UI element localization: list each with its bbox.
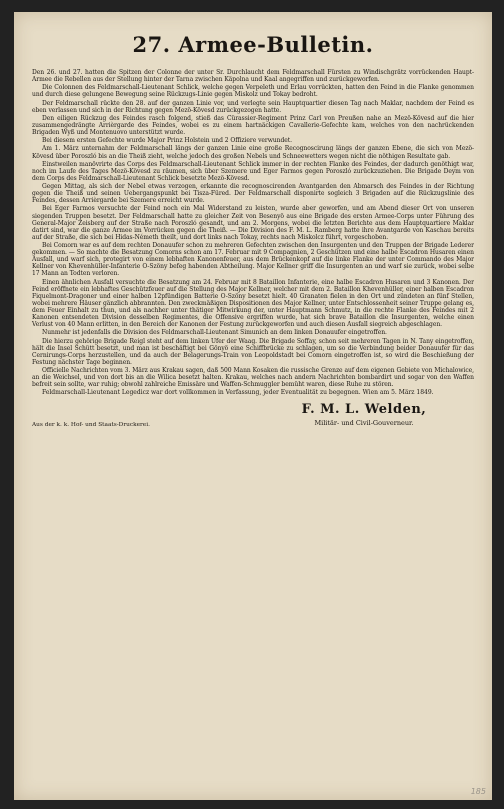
signature-block: [254, 402, 474, 427]
closing-paragraph: Feldmarschall-Lieutenant Legedicz war dort vollkommen in Verfassung, jeder Eventualität zu begegnen. Wien am 5. März 1849.: [42, 389, 434, 397]
bulletin-paragraph: Einstweilen manövrirte das Corps des Feldmarschall-Lieutenant Schlick immer in der rechten Flanke des Feindes, der dadurch genöthigt war, noch im Laufe des Tages Mezö-Kövesd zu räumen, sich über Szemere und Eger Farmos gegen Poroszló zurückzuziehen. Die Brigade Deym von dem Corps des Feldmarschall-Lieutenant Schlick besetzte Mezö-Kövesd.: [32, 160, 474, 182]
bulletin-paragraph: Den 26. und 27. hatten die Spitzen der Colonne der unter Sr. Durchlaucht dem Feldmarschall Fürsten zu Windischgrätz vorrückenden Haupt-Armee die Rebellen aus der Stellung hinter der Tarna zwischen Käpolna und Kaal angegriffen und zurückgeworfen.: [32, 69, 474, 84]
bulletin-paragraph: Die Colonnen des Feldmarschall-Lieutenant Schlick, welche gegen Verpeleth und Erlau vorrückten, hatten den Feind in die Flanke genommen und durch diese gelungene Bewegung seine Rückzugs-Linie gegen Miskolz und Tokay bedroht.: [32, 84, 474, 99]
bulletin-paragraph: Die hierzu gehörige Brigade Reigl steht auf dem linken Ufer der Waag. Die Brigade Soffay, schon seit mehreren Tagen in N. Tany eingetroffen, hält die Insel Schütt besetzt, und man ist beschäftigt bei Gönyö eine Schiffbrücke zu schlagen, um so die Verbindung beider Donauufer für das Cernirungs-Corps herzustellen, und da auch der Belagerungs-Train von Leopoldstadt bei Comorn eingetroffen ist, so wird die Beschießung der Festung nächster Tage beginnen.: [32, 337, 474, 366]
paragraph-list: [32, 69, 474, 388]
bulletin-paragraph: Bei Comorn war es auf dem rechten Donauufer schon zu mehreren Gefechten zwischen den Insurgenten und den Truppen der Brigade Lederer gekommen. — So machte die Besatzung Comorns schon am 17. Februar mit 9 Compagnien, 2 Geschützen und eine halbe Escadron Husaren einen Ausfall, und warf sich, protegirt von einem lebhaften Kanonenfeuer, aus dem Brückenkopf auf die linke Flanke der unter Commando des Major Kellner von Khevenhüller-Infanterie O-Szöny befeg habenden Abtheilung. Major Kellner griff die Insurgenten an und warf sie zurück, wobei selbe 17 Mann an Todten verloren.: [32, 242, 474, 278]
bulletin-paragraph: Am 1. März unternahm der Feldmarschall längs der ganzen Linie eine große Recognoscirung längs der ganzen Ebene, die sich von Mezö-Kövesd über Poroszló bis an die Theiß zieht, welche jedoch des großen Nebels und Schneewetters wegen nicht die nöthigen Resultate gab.: [32, 145, 474, 160]
bulletin-paragraph: Einen ähnlichen Ausfall versuchte die Besatzung am 24. Februar mit 8 Bataillon Infanterie, eine halbe Escadron Husaren und 3 Kanonen. Der Feind eröffnete ein lebhaftes Geschützfeuer auf die Stellung des Major Kellner, welcher mit dem 2. Bataillon Khevenhüller, einer halben Escadron Fiquelmont-Dragoner und einer halben 12pfündigen Batterie O-Szöny besetzt hielt. 40 Granaten fielen in den Ort und zündeten an fünf Stellen, wobei mehrere Häuser gänzlich abbrannten. Den zweckmäßigen Dispositionen des Major Kellner, unter Entschlossenheit seiner Truppe gelang es, dem Feuer Einhalt zu thun, und als nachher unter thätiger Mitwirkung der, unter Hauptmann Schmutz, in die rechte Flanke des Feindes mit 2 Kanonen entsendeten Division desselben Regimentes, die Offensive ergriffen wurde, hat sich brave Bataillon die Insurgenten, welche einen Verlust von 40 Mann erlitten, in den Bereich der Kanonen der Festung zurückgeworfen und auch diesen Ausfall siegreich abgeschlagen.: [32, 278, 474, 329]
bulletin-title: 27. Armee-Bulletin.: [132, 32, 374, 57]
signature-name: F. M. L. Welden,: [301, 402, 427, 418]
bulletin-body: [32, 30, 474, 436]
printer-imprint: Aus der k. k. Hof- und Staats-Druckerei.: [32, 422, 150, 429]
bulletin-paragraph: Bei diesem ersten Gefechte wurde Major Prinz Holstein und 2 Offiziere verwundet.: [42, 137, 292, 145]
signature-title: Militär- und Civil-Gouverneur.: [314, 419, 414, 428]
bulletin-sheet: [14, 12, 492, 800]
bulletin-paragraph: Der Feldmarschall rückte den 28. auf der ganzen Linie vor, und verlegte sein Hauptquartier diesen Tag nach Maklar, nachdem der Feind es eben verlassen und sich in der Richtung gegen Mezö-Kövesd zurückgezogen hatte.: [32, 99, 474, 114]
bulletin-paragraph: Gegen Mittag, als sich der Nebel etwas verzogen, erkannte die recognoscirenden Avantgarden den Abmarsch des Feindes in der Richtung gegen die Theiß und seinen Uebergangspunkt bei Tisza-Füred. Der Feldmarschall disponirte sogleich 3 Brigaden auf die Rückzugslinie des Feindes, dessen Arrièrgarde bei Szemere erreicht wurde.: [32, 183, 474, 205]
bulletin-paragraph: Officielle Nachrichten vom 3. März aus Krakau sagen, daß 500 Mann Kosaken die russische Grenze auf dem eigenen Gebiete von Michalowice, an die Weichsel, und von dort bis an die Wilica besetzt halten. Krakau, welches nach andern Nachrichten bombardirt und sogar von den Waffen befreit sein sollte, war ruhig; obwohl zahlreiche Emissäre und Waffen-Schmuggler bemüht waren, diese Ruhe zu stören.: [32, 366, 474, 389]
bulletin-paragraph: Nunmehr ist jedenfalls die Division des Feldmarschall-Lieutenant Simunich an dem linken Donauufer eingetroffen.: [42, 329, 387, 337]
bulletin-paragraph: Den eiligen Rückzug des Feindes rasch folgend, stieß das Cürassier-Regiment Prinz Carl von Preußen nahe an Mezö-Kövesd auf die hier zusammengedrängte Arrièrgarde des Feindes, wobei es zu einem hartnäckigen Cavallerie-Gefechte kam, welches von den nachrückenden Brigaden Wyß und Montenuovo unterstützt wurde.: [32, 114, 474, 137]
footer: [32, 402, 474, 436]
bulletin-paragraph: Bei Eger Farmos versuchte der Feind noch ein Mal Widerstand zu leisten, wurde aber geworfen, und am Abend dieser Ort von unseren siegenden Truppen besetzt. Der Feldmarschall hatte zu gleicher Zeit von Besenyö aus eine Brigade des ersten Armee-Corps unter Führung des General-Major Zeisberg auf der Straße nach Poroszló gesandt, und am 2. Morgens, wobei die letzten Berichte aus dem Hauptquartiere Maklar datirt sind, war die ganze Armee im Vorrücken gegen die Theiß. — Die Division des F. M. L. Ramberg hatte ihre Avantgarde von Kaschau bereits auf der Straße, die sich bei Hidas-Németh theilt, und dort links nach Tokay, rechts nach Miskolcz führt, vorgeschoben.: [32, 205, 474, 241]
pencil-page-number: 185: [470, 787, 486, 796]
